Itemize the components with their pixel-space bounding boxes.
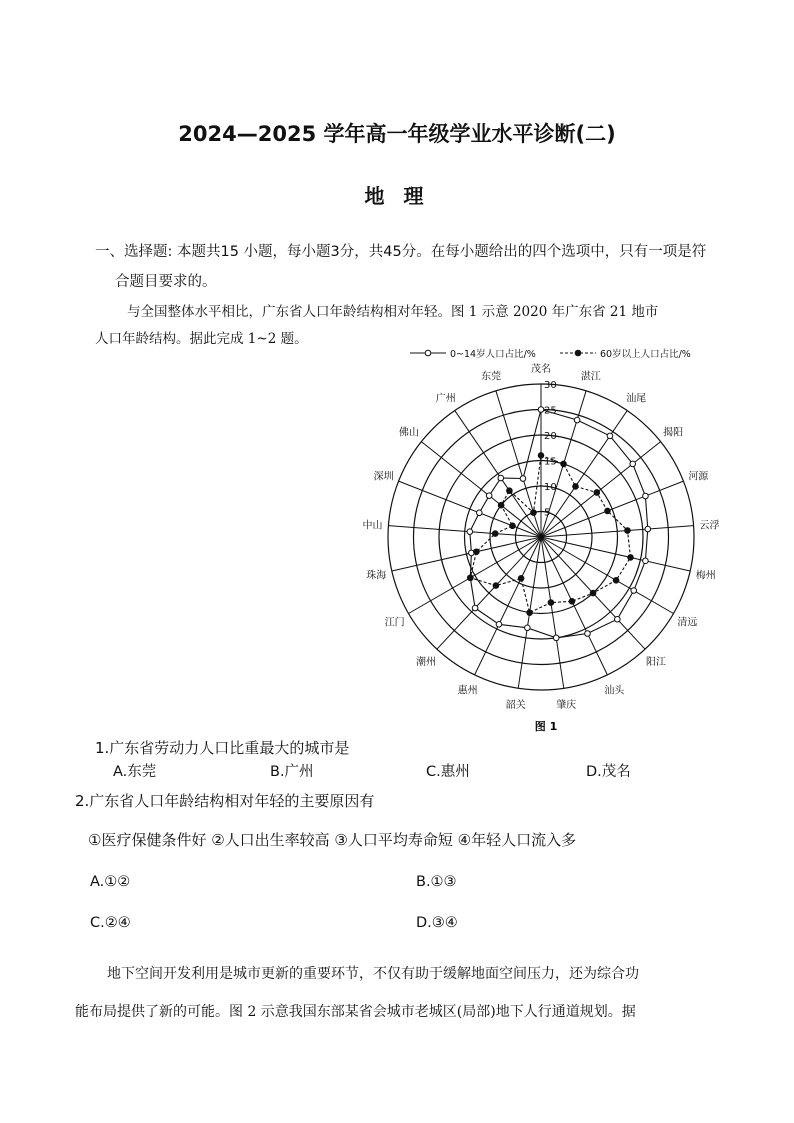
data-point [486,493,492,499]
legend-label: 60岁以上人口占比/% [600,349,691,360]
data-point [630,461,636,467]
data-point [496,622,502,628]
data-point [569,599,575,605]
category-label: 江门 [384,617,405,629]
category-label: 广州 [435,393,456,405]
exam-title: 2024—2025 学年高一年级学业水平诊断(二) [178,122,616,146]
data-point [594,490,600,496]
intro1-line1: 与全国整体水平相比，广东省人口年龄结构相对年轻。图 1 示意 2020 年广东省 21 地市 [127,304,659,320]
figure1-caption: 图 1 [534,720,558,733]
category-label: 肇庆 [556,700,577,712]
radial-tick-label: 5 [544,507,551,519]
data-point [613,578,619,584]
data-point [585,631,591,637]
data-point [574,417,580,423]
data-point [573,484,579,490]
data-point [538,453,544,459]
data-point [467,529,473,535]
data-point [548,600,554,606]
q2-choices: ①医疗保健条件好 ②人口出生率较高 ③人口平均寿命短 ④年轻人口流入多 [88,831,577,849]
data-point [538,407,544,413]
data-point [492,531,498,537]
category-label: 珠海 [366,570,387,582]
data-point [590,590,596,596]
figure1-radar-chart [360,340,730,735]
data-point [472,605,478,611]
data-point [476,510,482,516]
radial-tick-label: 10 [544,482,557,493]
series-60plus [468,453,634,616]
intro1-line2: 人口年龄结构。据此完成 1~2 题。 [95,331,308,347]
category-label: 佛山 [398,427,419,439]
data-point [493,583,499,589]
chart-legend [410,348,691,360]
data-point [520,476,526,482]
data-point [561,461,567,467]
category-label: 河源 [688,471,709,483]
category-label: 汕头 [604,685,625,697]
data-point [615,616,621,622]
data-point [498,475,504,481]
radial-tick-label: 30 [544,380,557,391]
subject-title: 地 理 [364,184,430,208]
data-point [468,575,474,581]
q2-stem: 2.广东省人口年龄结构相对年轻的主要原因有 [75,792,375,810]
chart-radial-tick-labels [544,380,557,519]
data-point [527,610,533,616]
radial-tick-label: 20 [544,431,557,442]
category-label: 云浮 [699,520,720,532]
category-label: 茂名 [531,364,551,375]
q2-option-a[interactable]: A.①② [90,874,131,890]
category-label: 湛江 [580,371,601,383]
data-point [643,558,649,564]
category-label: 梅州 [695,570,716,582]
chart-spoke [455,411,541,537]
q1-option-a[interactable]: A.东莞 [113,764,157,780]
data-point [645,526,651,532]
category-label: 韶关 [505,700,526,712]
data-point [553,635,559,641]
q1-option-d[interactable]: D.茂名 [586,764,631,780]
data-point [631,588,637,594]
category-label: 东莞 [481,371,502,383]
data-point [531,510,537,516]
q2-option-d[interactable]: D.③④ [416,915,458,931]
q1-option-c[interactable]: C.惠州 [426,764,470,780]
radial-tick-label: 15 [544,456,557,468]
q1-option-b[interactable]: B.广州 [270,764,314,780]
category-label: 惠州 [457,685,478,697]
legend-label: 0~14岁人口占比/% [450,349,536,360]
series-0-14 [467,407,651,641]
data-point [510,523,516,529]
data-point [607,433,613,439]
data-point [518,576,524,582]
data-point [474,549,480,555]
data-point [507,488,513,494]
category-label: 中山 [362,520,383,532]
section-instruction-line2: 合题目要求的。 [115,274,217,290]
category-label: 揭阳 [663,427,684,439]
category-label: 潮州 [416,656,437,668]
data-point [628,555,634,561]
q2-option-b[interactable]: B.①③ [416,874,457,890]
section-instruction-line1: 一、选择题: 本题共15 小题，每小题3分，共45分。在每小题给出的四个选项中，只有一项是符 [95,244,707,260]
intro2-line1: 地下空间开发利用是城市更新的重要环节，不仅有助于缓解地面空间压力，还为综合功 [107,966,639,982]
category-label: 清远 [677,617,698,629]
data-point [605,508,611,514]
legend-marker [575,350,581,356]
data-point [525,625,531,631]
q1-stem: 1.广东省劳动力人口比重最大的城市是 [95,739,350,757]
category-label: 汕尾 [626,393,647,405]
data-point [498,502,504,508]
data-point [625,528,631,534]
category-label: 阳江 [645,656,666,668]
intro2-line2: 能布局提供了新的可能。图 2 示意我国东部某省会城市老城区(局部)地下人行通道规划。据 [75,1004,636,1020]
chart-spoke [437,537,541,649]
data-point [643,493,649,499]
legend-marker [425,350,431,356]
q2-option-c[interactable]: C.②④ [90,915,131,931]
category-label: 深圳 [373,471,394,483]
radial-tick-label: 25 [544,405,557,417]
chart-spoke [541,481,683,537]
